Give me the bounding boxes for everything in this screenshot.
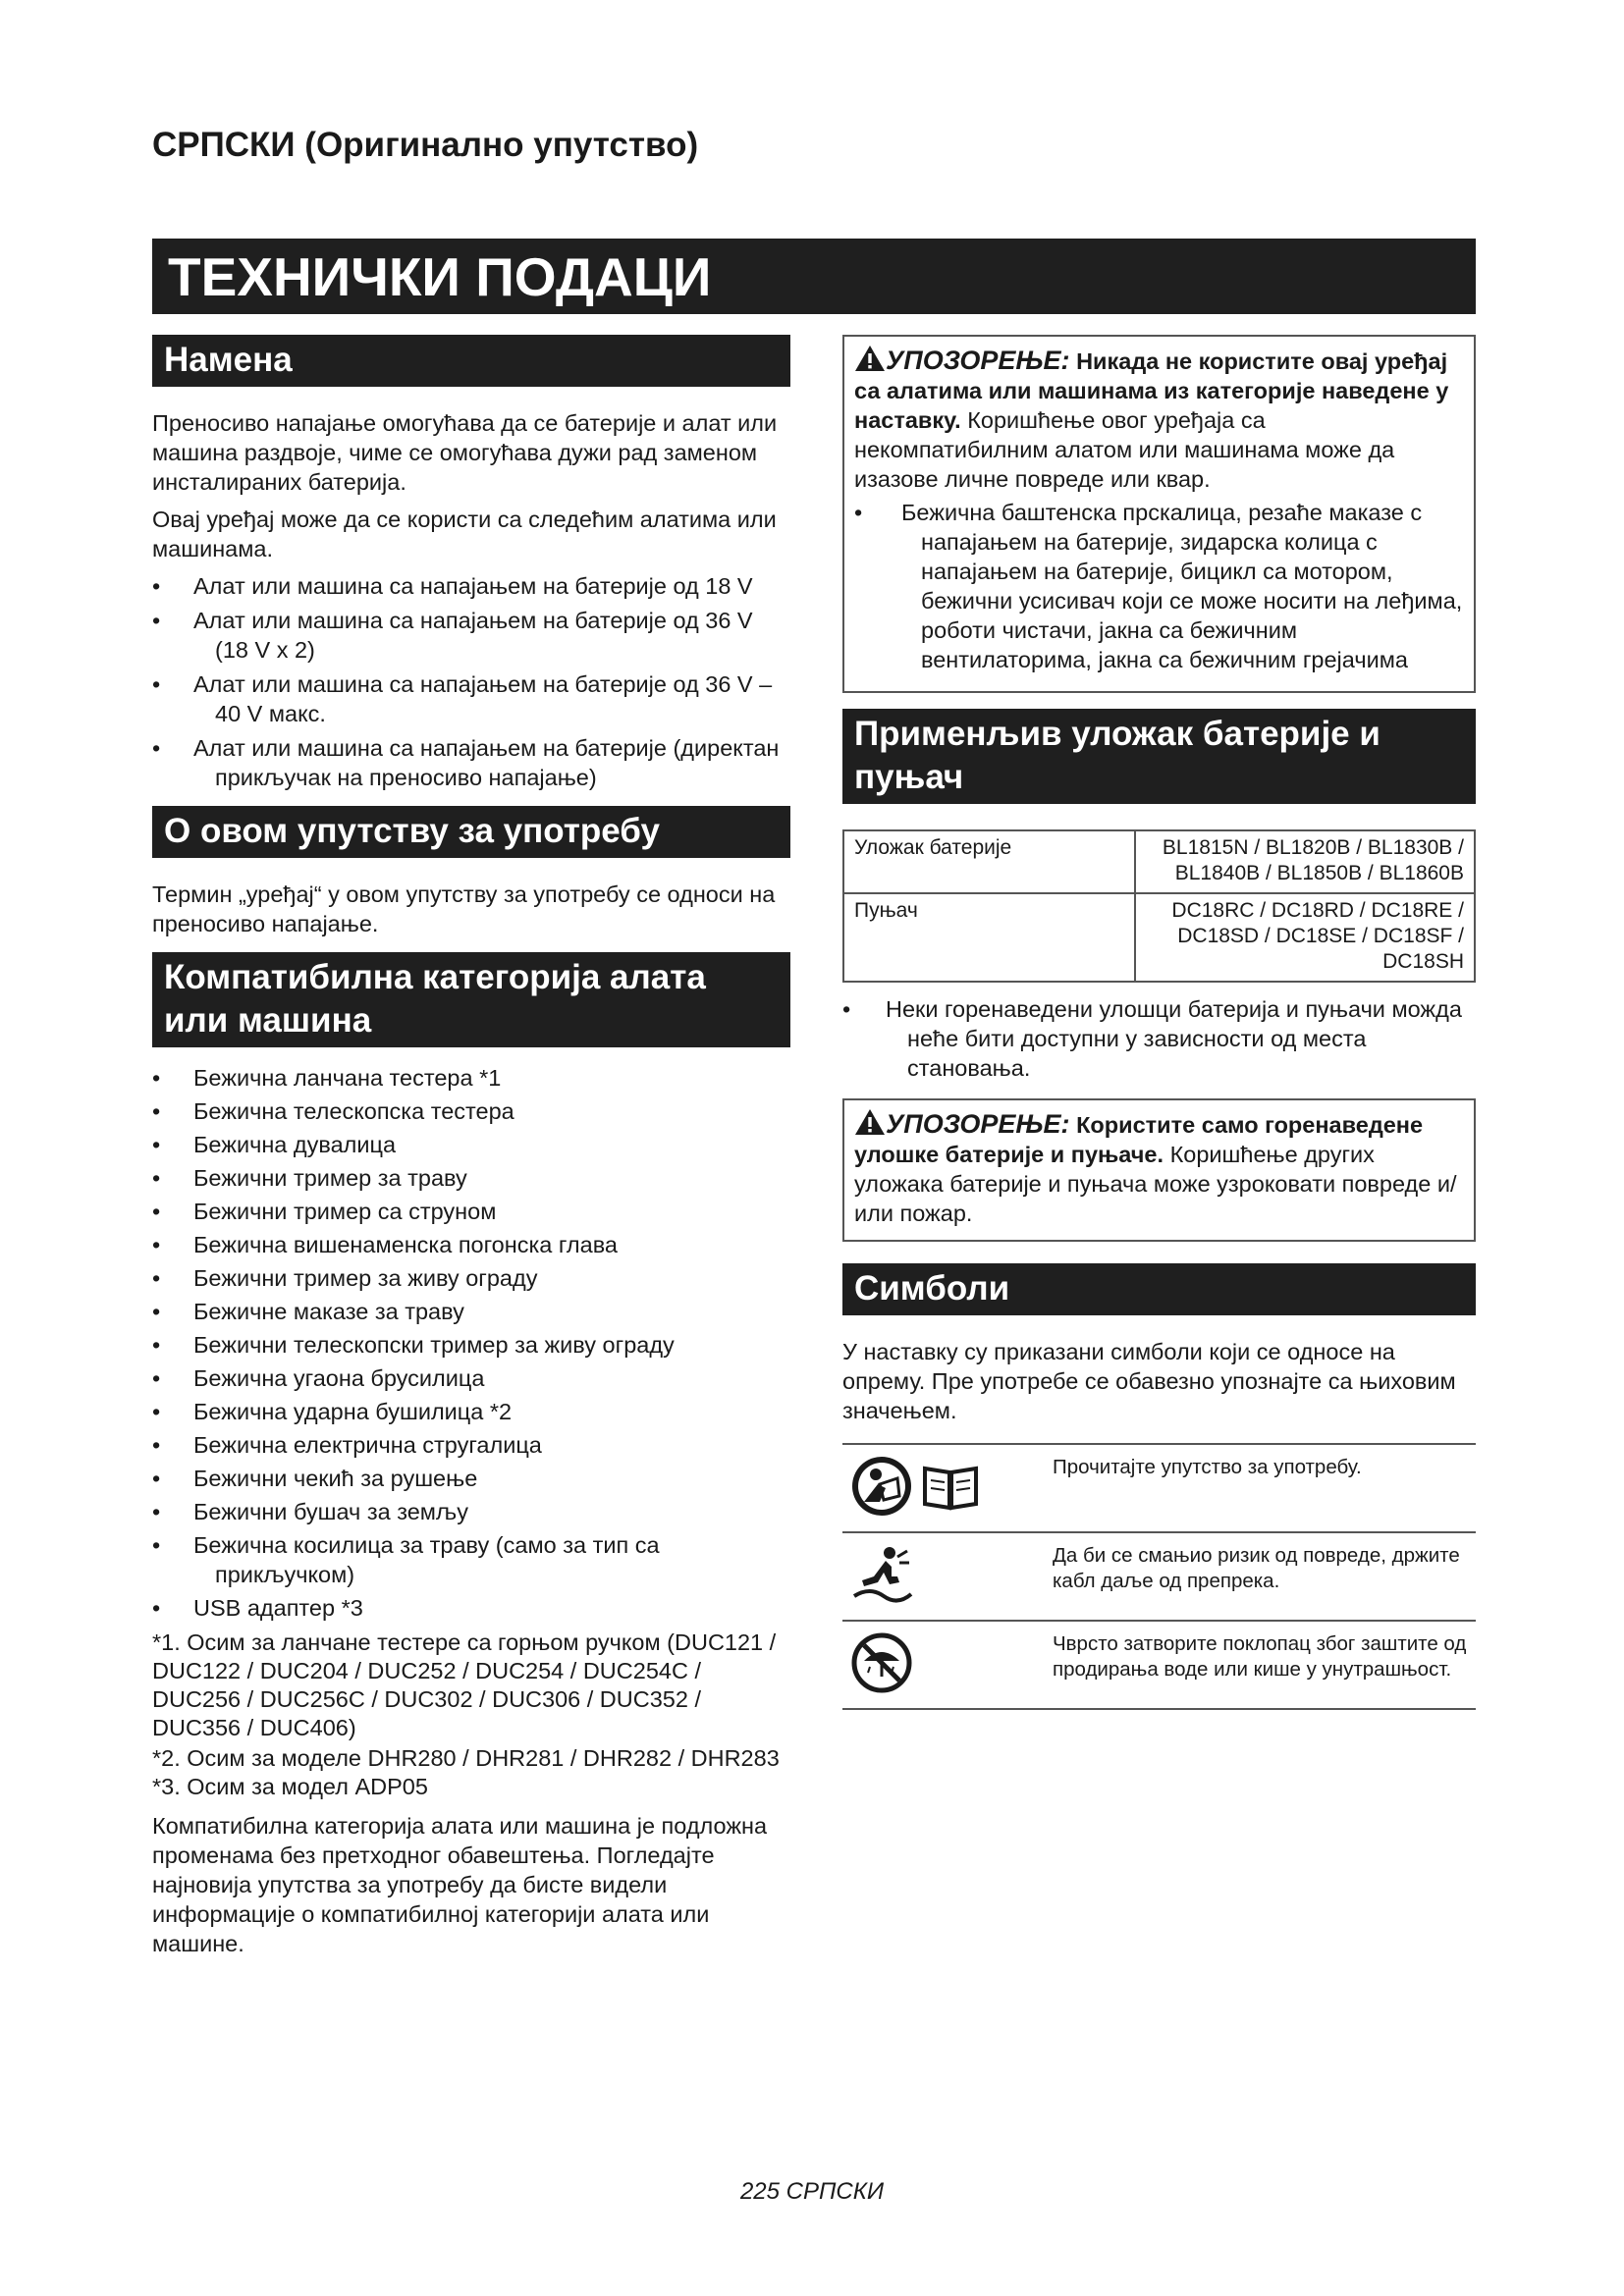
purpose-paragraph-2: Овај уређај може да се користи са следећим алатима или машинама. <box>152 507 777 561</box>
warning-box-incompatible <box>842 335 1476 693</box>
compat-list <box>152 1063 790 1623</box>
section-heading-symbols: Симболи <box>842 1263 1476 1315</box>
purpose-bullet-list <box>152 571 790 792</box>
read-manual-icon <box>850 1455 913 1518</box>
symbol-description: Чврсто затворите поклопац због заштите од продирања воде или кише у унутрашњост. <box>1045 1621 1476 1709</box>
warning-triangle-icon <box>854 1108 886 1136</box>
symbol-icon-cell <box>842 1444 1045 1532</box>
symbols-intro: У наставку су приказани симболи који се односе на опрему. Пре употребе се обавезно упознајте са њиховим значењем. <box>842 1339 1456 1423</box>
list-item: • Бежична телескопска тестера <box>152 1098 514 1124</box>
table-row <box>842 1532 1476 1621</box>
warning-bold-text: Никада не користите овај уређај са алатима или машинама из категорије наведене у наставку. <box>854 348 1449 433</box>
about-paragraph: Термин „уређај“ у овом упутству за употребу се односи на преносиво напајање. <box>152 881 776 936</box>
symbol-icon-cell <box>842 1621 1045 1709</box>
warning-title: УПОЗОРЕЊЕ: <box>886 346 1070 375</box>
warning-title: УПОЗОРЕЊЕ: <box>886 1109 1070 1139</box>
table-cell-label: Пуњач <box>843 893 1135 982</box>
language-title: СРПСКИ (Оригинално упутство) <box>152 126 699 164</box>
list-item: • Алат или машина са напајањем на батерије (директан прикључак на преносиво напајање) <box>152 735 780 790</box>
list-item: • USB адаптер *3 <box>152 1595 363 1621</box>
list-item: • Алат или машина са напајањем на батерије од 36 V – 40 V макс. <box>152 671 773 726</box>
battery-note-list <box>842 994 1476 1083</box>
footnote-3: *3. Осим за модел ADP05 <box>152 1774 428 1799</box>
list-item: • Бежична ланчана тестера *1 <box>152 1065 502 1091</box>
trip-hazard-icon <box>850 1543 913 1606</box>
battery-charger-table <box>842 829 1476 983</box>
section-heading-purpose: Намена <box>152 335 790 387</box>
warning-triangle-icon <box>854 345 886 372</box>
warning-box-use-only <box>842 1098 1476 1242</box>
section-heading-battery: Применљив уложак батерије и пуњач <box>842 709 1476 804</box>
symbol-description: Да би се смањио ризик од повреде, држите кабл даље од препрека. <box>1045 1532 1476 1621</box>
symbols-table <box>842 1443 1476 1710</box>
no-rain-icon <box>850 1631 913 1694</box>
list-item: • Алат или машина са напајањем на батерије од 36 V (18 V x 2) <box>152 608 753 663</box>
warning-bullet-list <box>854 498 1464 674</box>
list-item: • Бежични чекић за рушење <box>152 1466 478 1491</box>
warning-text: Коришћење овог уређаја са некомпатибилним алатом или машинама може да изазове личне повреде или квар. <box>854 407 1395 492</box>
list-item: • Бежична ударна бушилица *2 <box>152 1399 513 1424</box>
table-row <box>842 1621 1476 1709</box>
main-title-banner: ТЕХНИЧКИ ПОДАЦИ <box>152 239 1476 314</box>
warning-bold-text: Користите само горенаведене улошке батерије и пуњаче. <box>854 1112 1424 1167</box>
symbol-icon-cell <box>842 1532 1045 1621</box>
list-item: • Неки горенаведени улошци батерија и пуњачи можда неће бити доступни у зависности од места становања. <box>842 996 1462 1081</box>
list-item: • Бежични телескопски тример за живу ограду <box>152 1332 675 1358</box>
list-item: • Бежични тример за траву <box>152 1165 467 1191</box>
list-item: • Алат или машина са напајањем на батерије од 18 V <box>152 573 753 599</box>
footnote-2: *2. Осим за моделе DHR280 / DHR281 / DHR282 / DHR283 <box>152 1745 780 1771</box>
list-item: • Бежична дувалица <box>152 1132 397 1157</box>
page-number: 225 СРПСКИ <box>739 2178 885 2205</box>
table-cell-label: Уложак батерије <box>843 830 1135 893</box>
footnote-1: *1. Осим за ланчане тестере са горњом ручком (DUC121 / DUC122 / DUC204 / DUC252 / DUC254 / DUC254C / DUC256 / DUC256C / DUC302 / DUC306 / DUC352 / DUC356 / DUC406) <box>152 1629 777 1740</box>
list-item: • Бежична косилица за траву (само за тип са прикључком) <box>152 1532 660 1587</box>
section-heading-compat: Компатибилна категорија алата или машина <box>152 952 790 1047</box>
compat-closing-paragraph: Компатибилна категорија алата или машина је подложна променама без претходног обавештења. Погледајте најновија упутства за употребу да бисте видели информације о компатибилној категорији алата или машине. <box>152 1813 768 1956</box>
list-item: • Бежична баштенска прскалица, резаће маказе с напајањем на батерије, зидарска колица с напајањем на батерије, бицикл са мотором, бежични усисивач који се може носити на леђима, роботи чистачи, јакна са бежичним вентилаторима, јакна са бежичним грејачима <box>854 500 1463 672</box>
table-row <box>843 830 1475 893</box>
table-row <box>842 1444 1476 1532</box>
manual-book-icon <box>919 1455 982 1518</box>
left-column <box>152 335 790 1966</box>
list-item: • Бежични тример са струном <box>152 1199 497 1224</box>
symbol-description: Прочитајте упутство за употребу. <box>1045 1444 1476 1532</box>
list-item: • Бежични тример за живу ограду <box>152 1265 538 1291</box>
purpose-paragraph-1: Преносиво напајање омогућава да се батерије и алат или машина раздвоје, чиме се омогућава дужи рад заменом инсталираних батерија. <box>152 410 778 495</box>
right-column <box>842 335 1476 1710</box>
list-item: • Бежични бушач за земљу <box>152 1499 468 1524</box>
table-cell-value: BL1815N / BL1820B / BL1830B / BL1840B / BL1850B / BL1860B <box>1135 830 1475 893</box>
list-item: • Бежична електрична стругалица <box>152 1432 542 1458</box>
table-row <box>843 893 1475 982</box>
list-item: • Бежична вишенаменска погонска глава <box>152 1232 618 1257</box>
list-item: • Бежичне маказе за траву <box>152 1299 464 1324</box>
table-cell-value: DC18RC / DC18RD / DC18RE / DC18SD / DC18SE / DC18SF / DC18SH <box>1135 893 1475 982</box>
list-item: • Бежична угаона брусилица <box>152 1365 485 1391</box>
section-heading-about: О овом упутству за употребу <box>152 806 790 858</box>
warning-text: Коришћење других уложака батерије и пуњача може узроковати повреде и/или пожар. <box>854 1142 1457 1226</box>
